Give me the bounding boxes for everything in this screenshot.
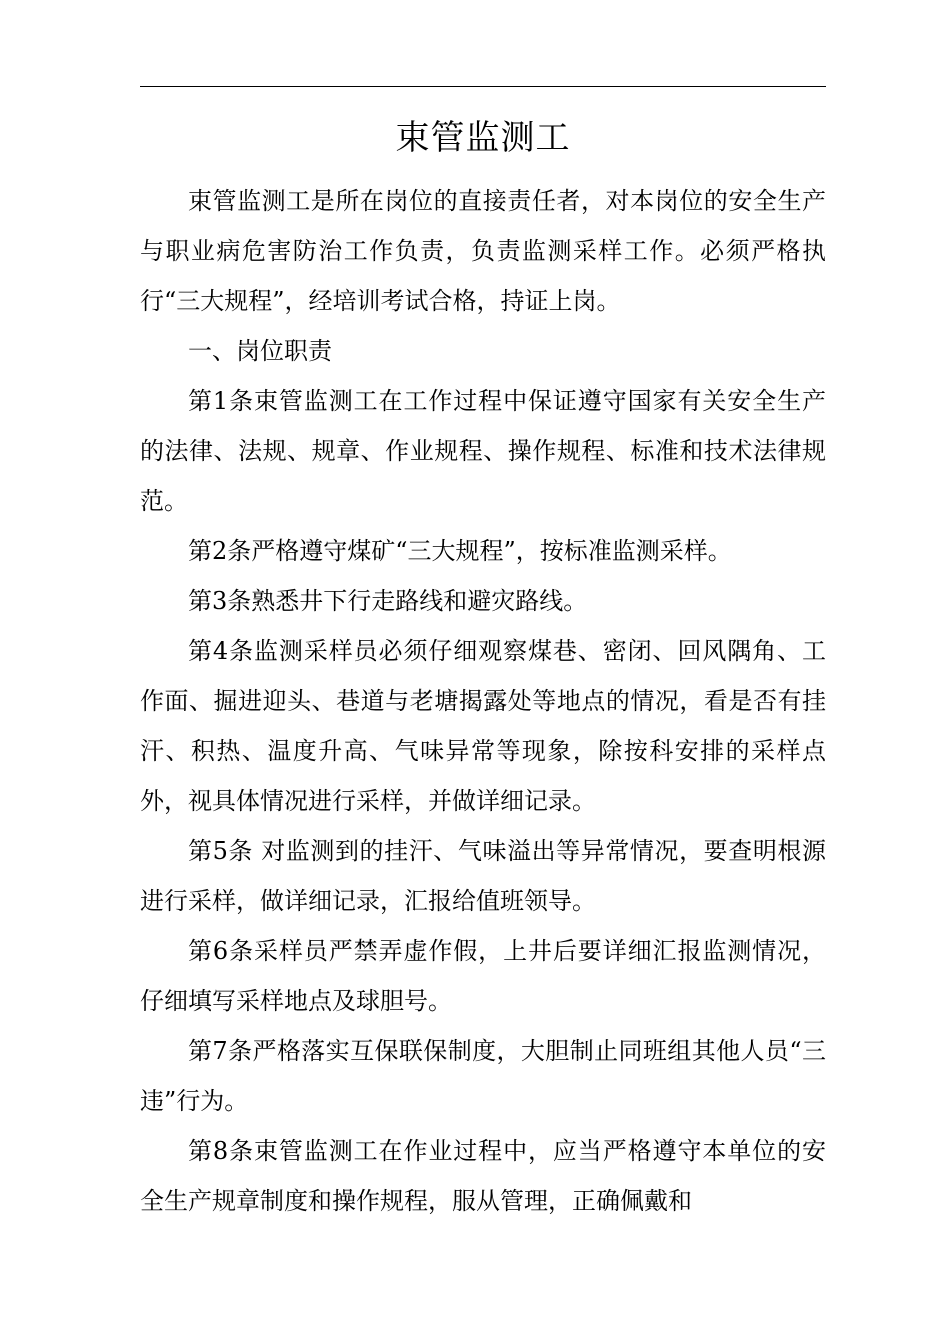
- article-6: 第6条采样员严禁弄虚作假，上井后要详细汇报监测情况，仔细填写采样地点及球胆号。: [140, 937, 826, 1015]
- article-2: 第2条严格遵守煤矿“三大规程”，按标准监测采样。: [188, 537, 732, 565]
- article-1: 第1条束管监测工在工作过程中保证遵守国家有关安全生产的法律、法规、规章、作业规程、操作规程、标准和技术法律规范。: [140, 387, 826, 515]
- article-3: 第3条熟悉井下行走路线和避灾路线。: [188, 587, 588, 615]
- article-4: 第4条监测采样员必须仔细观察煤巷、密闭、回风隅角、工作面、掘进迎头、巷道与老塘揭露处等地点的情况，看是否有挂汗、积热、温度升高、气味异常等现象，除按科安排的采样点外，视具体情况进行采样，并做详细记录。: [140, 637, 826, 815]
- article-7: 第7条严格落实互保联保制度，大胆制止同班组其他人员“三违”行为。: [140, 1037, 826, 1115]
- header-rule: [140, 86, 826, 87]
- section-heading: 一、岗位职责: [188, 337, 332, 365]
- document-body: [140, 176, 826, 1226]
- article-5: 第5条 对监测到的挂汗、气味溢出等异常情况，要查明根源进行采样，做详细记录，汇报给值班领导。: [140, 837, 826, 915]
- intro-paragraph: 束管监测工是所在岗位的直接责任者，对本岗位的安全生产与职业病危害防治工作负责，负责监测采样工作。必须严格执行“三大规程”，经培训考试合格，持证上岗。: [140, 187, 826, 315]
- document-title: 束管监测工: [395, 118, 571, 158]
- article-8: 第8条束管监测工在作业过程中，应当严格遵守本单位的安全生产规章制度和操作规程，服从管理，正确佩戴和: [140, 1137, 826, 1215]
